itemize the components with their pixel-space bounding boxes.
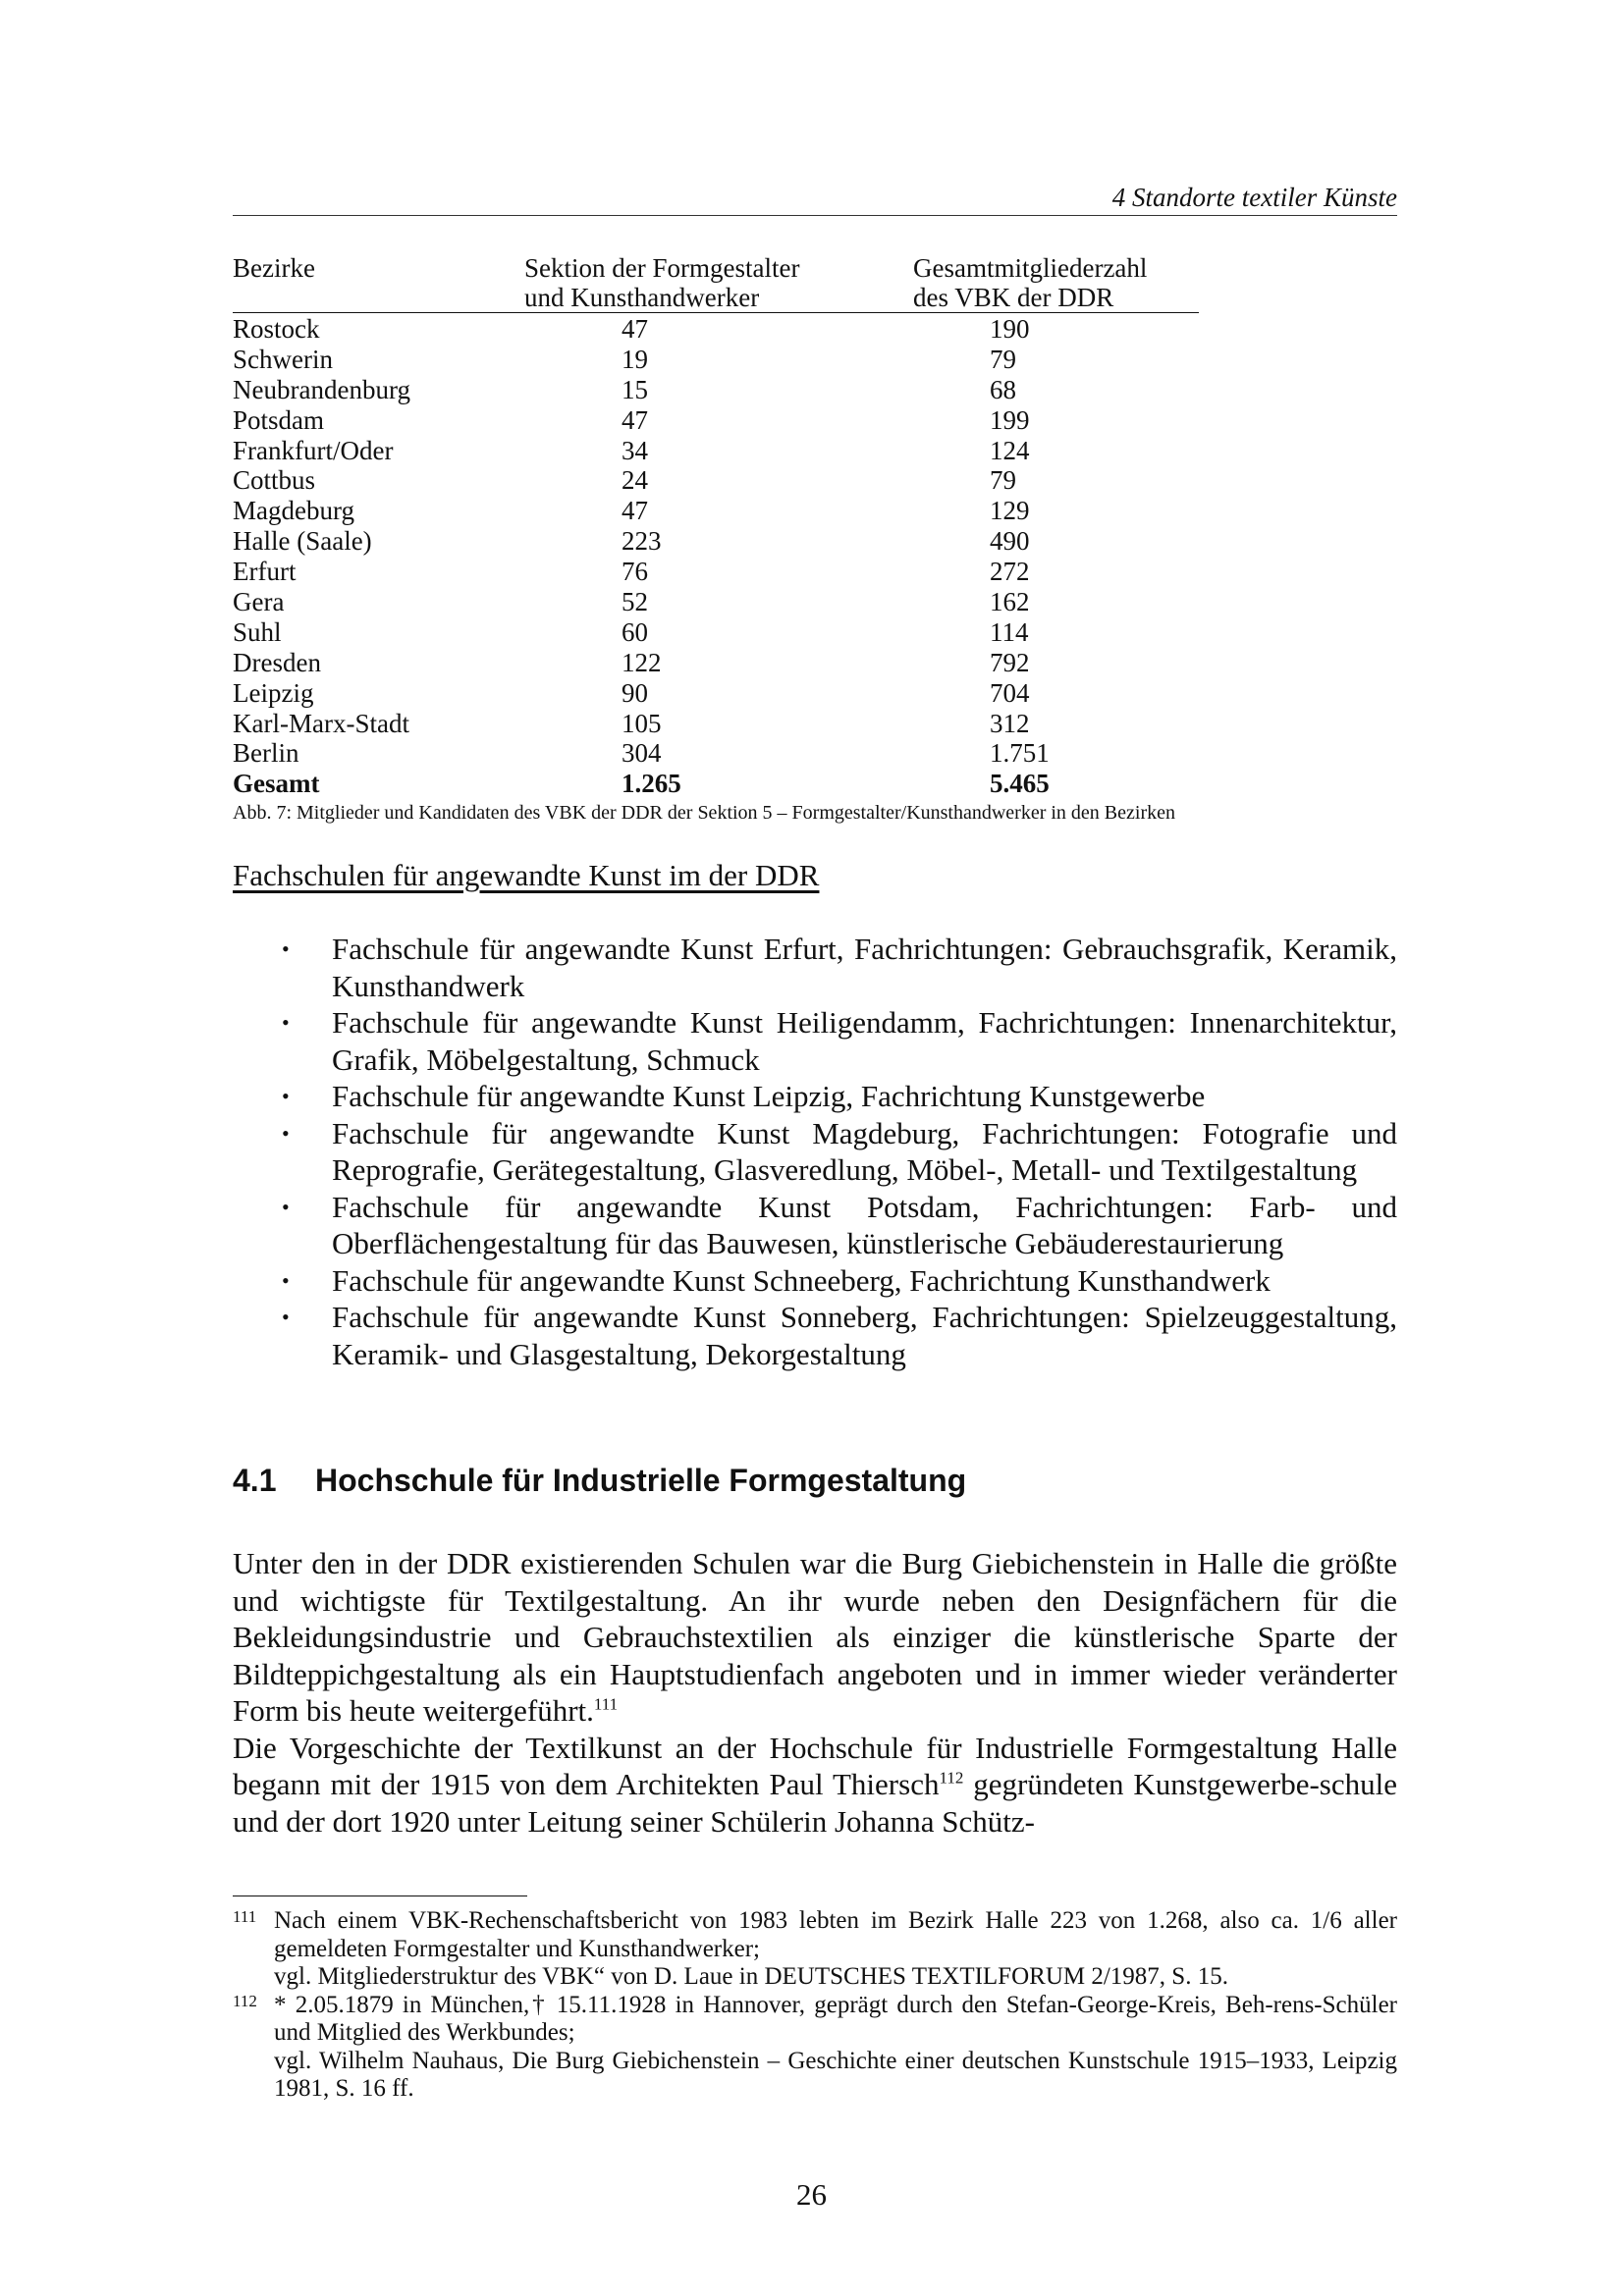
cell-sektion: 122 (622, 647, 662, 677)
list-item-text: Fachschule für angewandte Kunst Erfurt, Fachrichtungen: Gebrauchsgrafik, Keramik, Kunsthandwerk (332, 932, 1397, 1003)
header-underline (233, 312, 913, 313)
table-header (233, 253, 1215, 314)
cell-gesamt: 704 (990, 677, 1030, 708)
bullet-list (233, 931, 1397, 1372)
paragraph (233, 1545, 1397, 1730)
cell-gesamt: 124 (990, 435, 1030, 465)
cell-sektion: 15 (622, 374, 648, 404)
paragraph-text: Unter den in der DDR existierenden Schulen war die Burg Giebichenstein in Halle die größte und wichtigste für Textilgestaltung. An ihr wurde neben den Designfächern für die Bekleidungsindustrie und Gebrauchstextilien als einziger die künstlerische Sparte der Bildteppichgestaltung als ein Hauptstudienfach angeboten und in immer wieder veränderter Form bis heute weitergeführt. (233, 1546, 1397, 1728)
cell-bezirk: Magdeburg (233, 496, 354, 526)
cell-bezirk: Rostock (233, 314, 320, 344)
cell-gesamt: 490 (990, 526, 1030, 557)
cell-bezirk: Gera (233, 587, 285, 617)
cell-gesamt: 272 (990, 557, 1030, 587)
table-row (233, 405, 1215, 436)
list-item (233, 1115, 1397, 1189)
list-item (233, 1262, 1397, 1300)
cell-sektion: 90 (622, 677, 648, 708)
section-number: 4.1 (233, 1463, 277, 1498)
section-title: Hochschule für Industrielle Formgestaltung (315, 1463, 967, 1498)
table-row (233, 648, 1215, 678)
table-row (233, 314, 1215, 345)
table-row (233, 496, 1215, 526)
cell-gesamt: 199 (990, 404, 1030, 435)
cell-sektion: 76 (622, 557, 648, 587)
table-row (233, 465, 1215, 496)
header-gesamt-line2: des VBK der DDR (913, 283, 1114, 312)
footnote (233, 1907, 1397, 1992)
bullet-icon: • (282, 1267, 290, 1293)
list-item-text: Fachschule für angewandte Kunst Potsdam, Fachrichtungen: Farb- und Oberflächengestaltung für das Bauwesen, künstlerische Gebäuderestaurierung (332, 1189, 1397, 1260)
cell-gesamt: 312 (990, 708, 1030, 738)
cell-sektion: 105 (622, 708, 662, 738)
cell-gesamt: 129 (990, 496, 1030, 526)
list-item (233, 1078, 1397, 1115)
table-total-row (233, 769, 1215, 799)
cell-bezirk: Neubrandenburg (233, 374, 410, 404)
footnote-ref: 112 (939, 1768, 964, 1788)
cell-sektion: 34 (622, 435, 648, 465)
footnote-line: Nach einem VBK-Rechenschaftsbericht von 1983 lebten im Bezirk Halle 223 von 1.268, also ca. 1/6 aller gemeldeten Formgestalter und Kunsthandwerker; (274, 1907, 1397, 1962)
list-item-text: Fachschule für angewandte Kunst Leipzig, Fachrichtung Kunstgewerbe (332, 1079, 1206, 1113)
footnote-line: vgl. Wilhelm Nauhaus, Die Burg Giebichenstein – Geschichte einer deutschen Kunstschule 1915–1933, Leipzig 1981, S. 16 ff. (274, 2047, 1397, 2102)
cell-bezirk: Frankfurt/Oder (233, 435, 394, 465)
header-sektion (524, 253, 799, 312)
list-item-text: Fachschule für angewandte Kunst Schneeberg, Fachrichtung Kunsthandwerk (332, 1262, 1271, 1298)
cell-sektion: 24 (622, 465, 648, 496)
body-text (233, 1545, 1397, 1840)
table-row (233, 375, 1215, 405)
bullet-icon: • (282, 1194, 290, 1219)
table-row (233, 587, 1215, 617)
list-item (233, 931, 1397, 1004)
paragraph-text: gegründeten Kunstgewerbe-schule und der dort 1920 unter Leitung seiner Schülerin Johanna Schütz- (233, 1767, 1397, 1839)
table-row (233, 345, 1215, 375)
page-number: 26 (796, 2177, 827, 2212)
figure-caption: Abb. 7: Mitglieder und Kandidaten des VBK der DDR der Sektion 5 – Formgestalter/Kunsthandwerker in den Bezirken (233, 802, 1175, 825)
running-head: 4 Standorte textiler Künste (1111, 183, 1397, 212)
cell-bezirk: Erfurt (233, 557, 297, 587)
header-gesamt (913, 253, 1147, 312)
bullet-icon: • (282, 1010, 290, 1035)
subheading: Fachschulen für angewandte Kunst im der DDR (233, 858, 820, 892)
cell-bezirk: Berlin (233, 738, 299, 769)
footnote-line: vgl. Mitgliederstruktur des VBK“ von D. Laue in DEUTSCHES TEXTILFORUM 2/1987, S. 15. (274, 1963, 1228, 1990)
list-item-text: Fachschule für angewandte Kunst Magdeburg, Fachrichtungen: Fotografie und Reprografie, Gerätegestaltung, Glasveredlung, Möbel-, Metall- und Textilgestaltung (332, 1115, 1397, 1187)
cell-bezirk: Leipzig (233, 677, 314, 708)
cell-gesamt: 79 (990, 344, 1016, 374)
paragraph-text: Die Vorgeschichte der Textilkunst an der Hochschule für Industrielle Formgestaltung Halle begann mit der 1915 von dem Architekten Paul Thiersch (233, 1730, 1397, 1801)
list-item-text: Fachschule für angewandte Kunst Heiligendamm, Fachrichtungen: Innenarchitektur, Grafik, Möbelgestaltung, Schmuck (332, 1005, 1397, 1077)
table-row (233, 709, 1215, 739)
bullet-icon: • (282, 1084, 290, 1108)
cell-gesamt: 190 (990, 314, 1030, 344)
cell-bezirk: Halle (Saale) (233, 526, 372, 557)
cell-sektion: 47 (622, 404, 648, 435)
table-row (233, 617, 1215, 648)
bullet-icon: • (282, 1120, 290, 1146)
cell-gesamt: 1.751 (990, 738, 1050, 769)
table-row (233, 557, 1215, 587)
header-sektion-line1: Sektion der Formgestalter (524, 253, 800, 283)
header-bezirke: Bezirke (233, 253, 315, 283)
table-row (233, 678, 1215, 709)
table-row (233, 738, 1215, 769)
cell-gesamt: 79 (990, 465, 1016, 496)
cell-sektion: 1.265 (622, 769, 681, 799)
cell-gesamt: 792 (990, 647, 1030, 677)
header-sektion-line2: und Kunsthandwerker (524, 283, 760, 312)
cell-sektion: 19 (622, 344, 648, 374)
list-item (233, 1299, 1397, 1372)
footnotes (233, 1907, 1397, 2104)
footnote-number: 111 (233, 1907, 257, 1926)
cell-sektion: 52 (622, 587, 648, 617)
section-heading (233, 1462, 966, 1499)
table-row (233, 526, 1215, 557)
cell-bezirk: Gesamt (233, 769, 320, 799)
cell-bezirk: Potsdam (233, 404, 325, 435)
header-gesamt-line1: Gesamtmitgliederzahl (913, 253, 1148, 283)
cell-bezirk: Cottbus (233, 465, 316, 496)
header-underline (913, 312, 1199, 313)
cell-gesamt: 5.465 (990, 769, 1050, 799)
members-table (233, 253, 1215, 825)
cell-bezirk: Schwerin (233, 344, 333, 374)
bullet-icon: • (282, 1305, 290, 1329)
cell-gesamt: 68 (990, 374, 1016, 404)
cell-sektion: 304 (622, 738, 662, 769)
list-item (233, 1189, 1397, 1262)
cell-bezirk: Karl-Marx-Stadt (233, 708, 409, 738)
cell-bezirk: Dresden (233, 647, 321, 677)
cell-sektion: 223 (622, 526, 662, 557)
list-item (233, 1004, 1397, 1078)
cell-sektion: 47 (622, 496, 648, 526)
paragraph (233, 1730, 1397, 1841)
footnote (233, 1992, 1397, 2104)
list-item-text: Fachschule für angewandte Kunst Sonneberg, Fachrichtungen: Spielzeuggestaltung, Keramik- und Glasgestaltung, Dekorgestaltung (332, 1300, 1397, 1371)
cell-sektion: 47 (622, 314, 648, 344)
footnote-number: 112 (233, 1991, 257, 2010)
bullet-icon: • (282, 936, 290, 961)
cell-bezirk: Suhl (233, 616, 282, 647)
footnote-line: * 2.05.1879 in München,† 15.11.1928 in Hannover, geprägt durch den Stefan-George-Kreis, Beh-rens-Schüler und Mitglied des Werkbundes; (274, 1991, 1397, 2046)
cell-gesamt: 114 (990, 616, 1029, 647)
cell-gesamt: 162 (990, 587, 1030, 617)
header-rule (233, 215, 1397, 216)
footnote-ref: 111 (593, 1694, 619, 1714)
cell-sektion: 60 (622, 616, 648, 647)
table-row (233, 436, 1215, 466)
